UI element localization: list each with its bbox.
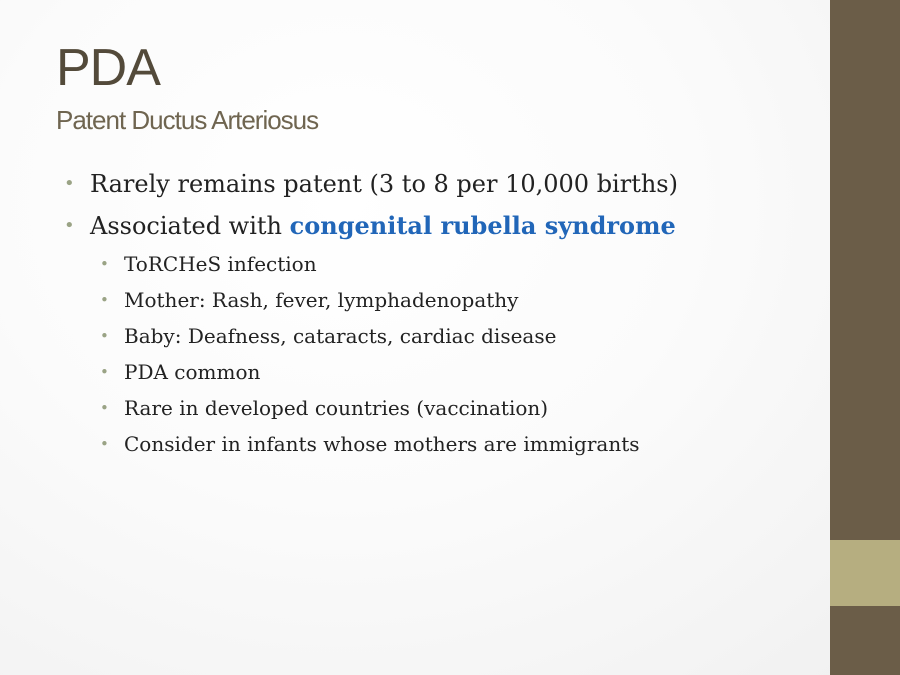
bullet-text: Associated with [90, 212, 290, 240]
bullet-dot-icon: • [100, 255, 109, 273]
sub-bullet-list [100, 246, 640, 462]
bullet-dot-icon: • [100, 399, 109, 417]
bullet-dot-icon: • [64, 215, 75, 236]
sub-bullet-item [100, 246, 640, 282]
bullet-list [64, 163, 824, 247]
side-accent-block [830, 540, 900, 606]
bullet-dot-icon: • [100, 291, 109, 309]
slide-subtitle: Patent Ductus Arteriosus [56, 105, 319, 135]
bullet-dot-icon: • [100, 363, 109, 381]
sub-bullet-text: Mother: Rash, fever, lymphadenopathy [124, 288, 519, 312]
sub-bullet-text: PDA common [124, 360, 261, 384]
bullet-item [64, 163, 824, 205]
highlighted-term: congenital rubella syndrome [289, 211, 676, 240]
sub-bullet-item [100, 354, 640, 390]
sub-bullet-item [100, 282, 640, 318]
slide-title: PDA [56, 39, 160, 97]
sub-bullet-text: Rare in developed countries (vaccination) [124, 396, 549, 420]
bullet-dot-icon: • [100, 435, 109, 453]
bullet-dot-icon: • [64, 173, 75, 194]
sub-bullet-item [100, 318, 640, 354]
sub-bullet-item [100, 390, 640, 426]
sub-bullet-text: Consider in infants whose mothers are immigrants [124, 432, 640, 456]
sub-bullet-item [100, 426, 640, 462]
sub-bullet-text: Baby: Deafness, cataracts, cardiac disease [124, 324, 557, 348]
bullet-item [64, 205, 824, 247]
bullet-text: Rarely remains patent (3 to 8 per 10,000 births) [90, 170, 678, 198]
bullet-dot-icon: • [100, 327, 109, 345]
sub-bullet-text: ToRCHeS infection [124, 252, 317, 276]
